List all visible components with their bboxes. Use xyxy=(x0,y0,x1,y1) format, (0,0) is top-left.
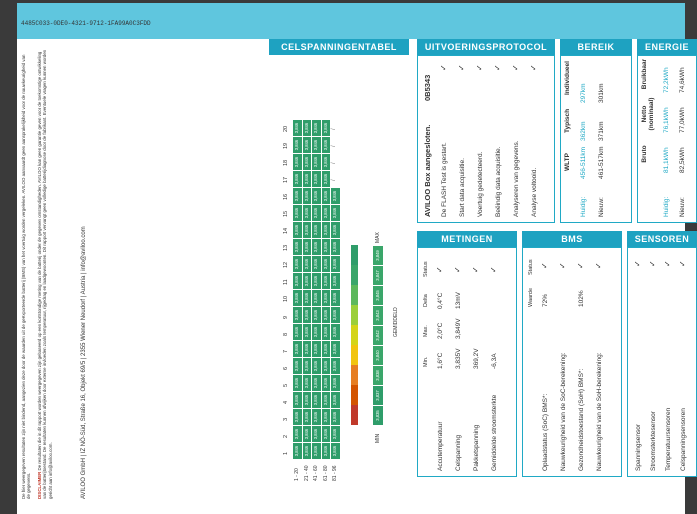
cell-voltage: 3,846 xyxy=(322,307,331,323)
cell-voltage: 3,846 xyxy=(293,324,302,340)
voltage-scale-segment xyxy=(351,285,358,290)
voltage-scale-segment xyxy=(351,265,358,270)
voltage-scale-segment xyxy=(351,355,358,360)
energie-content xyxy=(637,55,697,223)
cell-voltage: 3,846 xyxy=(331,392,340,408)
check-icon: ✓ xyxy=(529,64,538,71)
voltage-scale-segment xyxy=(351,370,358,375)
scale-avg-label: GEMIDDELD xyxy=(393,307,399,337)
bereik-section-header: BEREIK xyxy=(560,39,632,55)
metingen-row-label: Celspanning xyxy=(455,434,462,471)
cell-voltage: 3,846 xyxy=(331,443,340,459)
bereik-row-label: Huidig: xyxy=(580,196,587,217)
voltage-scale-segment xyxy=(351,380,358,385)
cell-voltage: 3,846 xyxy=(303,409,312,425)
empty-cell-slash: / xyxy=(331,145,337,147)
metingen-section-header: METINGEN xyxy=(417,231,517,247)
bereik-value: 362km xyxy=(580,121,587,141)
protocol-step: De FLASH Test is gestart. xyxy=(441,142,448,217)
cell-col-label: 1 xyxy=(283,451,289,455)
bms-row-label: Nauwkeurigheid van de SoH-berekening: xyxy=(596,352,603,471)
energie-row-label: Huidig: xyxy=(663,196,670,217)
cell-voltage: 3,846 xyxy=(322,154,331,170)
cell-voltage: 3,846 xyxy=(322,171,331,187)
voltage-scale-segment xyxy=(351,250,358,255)
cell-voltage: 3,846 xyxy=(293,409,302,425)
energie-col-header: Bruto xyxy=(641,145,648,163)
empty-cell-slash: / xyxy=(331,162,337,164)
voltage-scale-segment xyxy=(351,390,358,395)
cell-voltage: 3,846 xyxy=(312,324,321,340)
cell-voltage: 3,846 xyxy=(293,443,302,459)
cell-voltage: 3,846 xyxy=(322,222,331,238)
cell-voltage: 3,846 xyxy=(303,324,312,340)
energie-value: 77,0kWh xyxy=(679,107,686,133)
voltage-scale-segment xyxy=(351,415,358,420)
cell-voltage: 3,846 xyxy=(312,205,321,221)
voltage-scale-segment xyxy=(351,365,358,370)
cell-voltage: 3,846 xyxy=(293,171,302,187)
cell-voltage: 3,846 xyxy=(331,222,340,238)
metingen-value: 3,849V xyxy=(455,318,462,339)
cell-voltage: 3,846 xyxy=(293,222,302,238)
bereik-col-header: WLTP xyxy=(564,153,571,171)
cell-col-label: 19 xyxy=(283,142,289,149)
cell-row-label: 41 - 60 xyxy=(313,465,319,481)
sensor-label: Temperatuursensoren xyxy=(665,407,672,471)
cell-voltage: 3,846 xyxy=(331,205,340,221)
cell-col-label: 9 xyxy=(283,315,289,319)
cell-voltage: 3,846 xyxy=(293,375,302,391)
metingen-value: 369,2V xyxy=(473,348,480,369)
voltage-scale-segment xyxy=(351,315,358,320)
cell-voltage: 3,846 xyxy=(303,137,312,153)
cell-voltage: 3,846 xyxy=(293,205,302,221)
metingen-col-header: Delta xyxy=(423,294,429,307)
cell-voltage: 3,846 xyxy=(303,239,312,255)
cell-col-label: 17 xyxy=(283,176,289,183)
cell-voltage: 3,846 xyxy=(293,137,302,153)
energie-value: 82,5kWh xyxy=(679,147,686,173)
voltage-scale-segment xyxy=(351,360,358,365)
cell-voltage: 3,846 xyxy=(312,256,321,272)
uitvoering-content xyxy=(417,55,555,223)
sensoren-section-header: SENSOREN xyxy=(627,231,697,247)
bereik-col-header: Individueel xyxy=(564,61,571,95)
voltage-scale-segment xyxy=(351,280,358,285)
cell-voltage: 3,846 xyxy=(303,256,312,272)
footer-address: AVILOO GmbH | IZ NÖ-Süd, Straße 16, Objekt 69/5 | 2355 Wiener Neudorf | Austria | info@aviloo.com xyxy=(81,226,87,499)
check-icon: ✓ xyxy=(663,260,672,267)
cell-voltage: 3,846 xyxy=(322,120,331,136)
cell-col-label: 3 xyxy=(283,417,289,421)
cell-voltage: 3,846 xyxy=(312,273,321,289)
cell-voltage: 3,846 xyxy=(303,188,312,204)
cell-voltage: 3,846 xyxy=(322,273,331,289)
cell-row-label: 61 - 80 xyxy=(322,465,329,481)
cell-voltage: 3,846 xyxy=(331,341,340,357)
cell-voltage: 3,846 xyxy=(322,137,331,153)
voltage-scale-segment xyxy=(351,395,358,400)
metingen-col-header: Max. xyxy=(423,325,429,337)
cell-col-label: 4 xyxy=(283,400,289,404)
cell-col-label: 6 xyxy=(283,366,289,370)
cell-col-label: 20 xyxy=(283,125,289,132)
cell-voltage: 3,846 xyxy=(293,392,302,408)
energie-col-header: Bruikbaar xyxy=(641,58,648,90)
cell-row-label: 1 - 20 xyxy=(294,468,300,481)
check-icon: ✓ xyxy=(489,266,498,273)
empty-cell-slash: / xyxy=(331,128,337,130)
cell-voltage: 3,846 xyxy=(331,358,340,374)
protocol-step: Beëindig data acquisitie. xyxy=(495,146,502,217)
cell-voltage: 3,846 xyxy=(322,392,331,408)
voltage-scale-segment xyxy=(351,410,358,415)
cell-voltage: 3,846 xyxy=(322,290,331,306)
check-icon: ✓ xyxy=(511,64,520,71)
cell-voltage: 3,846 xyxy=(312,409,321,425)
cell-voltage: 3,846 xyxy=(312,392,321,408)
sensor-label: Celspanningsensoren xyxy=(680,408,687,471)
disclaimer-intro: De hier weergegeven resultaten zijn niet bindend, aangezien deze door de waarden uit de geëxporteerde batterij (BMS) van het voertuig worden vergeleken. AVILOO aanvaardt geen aansprakelijkheid voor de nauwkeurigheid van de gegevens. xyxy=(21,54,32,499)
cell-voltage: 3,846 xyxy=(322,324,331,340)
voltage-scale-segment xyxy=(351,300,358,305)
bereik-col-header: Typisch xyxy=(564,108,571,133)
report-page xyxy=(17,3,690,514)
celspanning-content xyxy=(269,55,409,485)
metingen-row-label: Accutemperatuur xyxy=(437,421,444,471)
cell-voltage: 3,846 xyxy=(322,426,331,442)
protocol-step: Analyse voltooid. xyxy=(531,167,538,217)
cell-voltage: 3,846 xyxy=(331,375,340,391)
cell-voltage: 3,846 xyxy=(322,341,331,357)
metingen-value: 2,0°C xyxy=(437,322,444,339)
metingen-value: 13mV xyxy=(455,292,462,309)
cell-voltage: 3,846 xyxy=(293,426,302,442)
cell-voltage: 3,846 xyxy=(303,154,312,170)
disclaimer-bold-label: DISCLAIMER xyxy=(37,471,42,499)
voltage-scale-segment xyxy=(351,335,358,340)
cell-col-label: 8 xyxy=(283,332,289,336)
check-icon: ✓ xyxy=(594,262,603,269)
cell-voltage: 3,846 xyxy=(312,154,321,170)
scale-value-box: 3,847 xyxy=(373,266,383,285)
metingen-value: 3,835V xyxy=(455,348,462,369)
check-icon: ✓ xyxy=(457,64,466,71)
cell-col-label: 15 xyxy=(283,210,289,217)
scale-value-box: 3,843 xyxy=(373,306,383,325)
energie-value: 76,1kWh xyxy=(663,107,670,133)
bereik-value: 301km xyxy=(598,83,605,103)
energie-row-label: Nieuw: xyxy=(679,197,686,217)
scale-value-box: 3,849 xyxy=(373,246,383,265)
scale-value-box: 3,838 xyxy=(373,366,383,385)
celspanning-section-header: CELSPANNINGENTABEL xyxy=(269,39,409,55)
voltage-scale-segment xyxy=(351,260,358,265)
cell-voltage: 3,846 xyxy=(303,290,312,306)
sensoren-content xyxy=(627,247,697,477)
cell-voltage: 3,846 xyxy=(322,443,331,459)
scale-min-label: MIN xyxy=(375,433,381,443)
metingen-row-label: Gemiddelde stroomsterkte xyxy=(491,394,498,471)
cell-voltage: 3,846 xyxy=(303,273,312,289)
cell-voltage: 3,846 xyxy=(312,341,321,357)
voltage-scale-segment xyxy=(351,320,358,325)
bms-value: 102% xyxy=(578,290,585,307)
energie-value: 74,6kWh xyxy=(679,67,686,93)
scale-max-label: MAX xyxy=(375,232,381,243)
voltage-scale-segment xyxy=(351,350,358,355)
cell-voltage: 3,846 xyxy=(303,443,312,459)
cell-voltage: 3,846 xyxy=(293,290,302,306)
bms-row-label: Oplaadstatus (SoC) BMS*: xyxy=(542,393,549,471)
energie-value: 81,1kWh xyxy=(663,147,670,173)
bereik-row-label: Nieuw: xyxy=(598,197,605,217)
cell-voltage: 3,846 xyxy=(322,256,331,272)
metingen-value: 1,6°C xyxy=(437,352,444,369)
voltage-scale-segment xyxy=(351,310,358,315)
cell-voltage: 3,846 xyxy=(303,307,312,323)
scale-value-box: 3,842 xyxy=(373,326,383,345)
voltage-scale-segment xyxy=(351,255,358,260)
cell-col-label: 13 xyxy=(283,244,289,251)
cell-voltage: 3,846 xyxy=(303,171,312,187)
cell-voltage: 3,846 xyxy=(303,222,312,238)
cell-voltage: 3,846 xyxy=(331,188,340,204)
check-icon: ✓ xyxy=(453,266,462,273)
cell-voltage: 3,846 xyxy=(331,256,340,272)
voltage-scale-segment xyxy=(351,270,358,275)
cell-voltage: 3,846 xyxy=(303,120,312,136)
cell-voltage: 3,846 xyxy=(312,137,321,153)
metingen-content xyxy=(417,247,517,477)
cell-voltage: 3,846 xyxy=(331,426,340,442)
check-icon: ✓ xyxy=(471,266,480,273)
bms-col-header: Waarde xyxy=(528,287,534,307)
cell-col-label: 7 xyxy=(283,349,289,353)
cell-voltage: 3,846 xyxy=(322,409,331,425)
voltage-scale-segment xyxy=(351,245,358,250)
check-icon: ✓ xyxy=(558,262,567,269)
voltage-scale-segment xyxy=(351,325,358,330)
cell-col-label: 10 xyxy=(283,295,289,302)
metingen-col-header: Min. xyxy=(423,356,429,367)
bereik-value: 297km xyxy=(580,83,587,103)
bms-row-label: Gezondheidstoestand (SoH) BMS*: xyxy=(578,368,585,471)
uitvoering-title: AVILOO Box aangesloten. xyxy=(423,124,432,217)
cell-col-label: 18 xyxy=(283,159,289,166)
cell-voltage: 3,846 xyxy=(312,307,321,323)
scale-value-box: 3,837 xyxy=(373,386,383,405)
cell-voltage: 3,846 xyxy=(312,188,321,204)
sensor-label: Spanningsensor xyxy=(635,424,642,471)
check-icon: ✓ xyxy=(475,64,484,71)
cell-col-label: 12 xyxy=(283,261,289,268)
uitvoering-section-header: UITVOERINGSPROTOCOL xyxy=(417,39,555,55)
cell-voltage: 3,846 xyxy=(303,205,312,221)
voltage-scale-segment xyxy=(351,375,358,380)
cell-col-label: 11 xyxy=(283,279,289,285)
cell-voltage: 3,846 xyxy=(293,120,302,136)
cell-voltage: 3,846 xyxy=(303,392,312,408)
cell-voltage: 3,846 xyxy=(312,290,321,306)
cell-voltage: 3,846 xyxy=(312,222,321,238)
bms-value: 72% xyxy=(542,293,549,307)
bms-content xyxy=(522,247,622,477)
protocol-step: Start data acquisitie. xyxy=(459,158,466,217)
disclaimer-paragraph xyxy=(37,49,53,499)
check-icon: ✓ xyxy=(435,266,444,273)
cell-voltage: 3,846 xyxy=(303,341,312,357)
cell-voltage: 3,846 xyxy=(312,375,321,391)
scale-value-box: 3,835 xyxy=(373,406,383,425)
cell-row-label: 81 - 96 xyxy=(332,465,338,481)
bereik-value: 456-511km xyxy=(580,146,587,179)
protocol-step: Voertuig gedetecteerd. xyxy=(477,151,484,217)
bms-row-label: Nauwkeurigheid van de SoC-berekening: xyxy=(560,352,567,471)
sensor-label: Stroomsterktesensor xyxy=(650,411,657,471)
cell-voltage: 3,846 xyxy=(312,239,321,255)
cell-voltage: 3,846 xyxy=(312,171,321,187)
check-icon: ✓ xyxy=(633,260,642,267)
cell-voltage: 3,846 xyxy=(303,358,312,374)
protocol-step: Analyseren van gegevens. xyxy=(513,140,520,217)
disclaimer-content xyxy=(19,43,99,503)
cell-voltage: 3,846 xyxy=(303,426,312,442)
cell-voltage: 3,846 xyxy=(322,375,331,391)
voltage-scale-segment xyxy=(351,305,358,310)
bereik-content xyxy=(560,55,632,223)
cell-row-label: 21 - 40 xyxy=(303,465,310,481)
energie-col-header: Netto (nominaal) xyxy=(641,97,655,131)
empty-cell-slash: / xyxy=(331,179,337,181)
cell-voltage: 3,846 xyxy=(303,375,312,391)
check-icon: ✓ xyxy=(540,262,549,269)
cell-voltage: 3,846 xyxy=(331,290,340,306)
scale-value-box: 3,845 xyxy=(373,286,383,305)
check-icon: ✓ xyxy=(648,260,657,267)
voltage-scale-segment xyxy=(351,405,358,410)
metingen-value: 0,4°C xyxy=(437,292,444,309)
bms-col-header: Status xyxy=(528,259,534,275)
cell-voltage: 3,846 xyxy=(312,443,321,459)
voltage-scale-segment xyxy=(351,290,358,295)
uitvoering-code: 0B5343 xyxy=(423,74,432,101)
bereik-value: 461-517km xyxy=(598,146,605,179)
cell-col-label: 14 xyxy=(283,227,289,234)
voltage-scale-segment xyxy=(351,400,358,405)
scale-value-box: 3,840 xyxy=(373,346,383,365)
check-icon: ✓ xyxy=(678,260,687,267)
cell-voltage: 3,846 xyxy=(293,239,302,255)
cell-voltage: 3,846 xyxy=(331,273,340,289)
cell-voltage: 3,846 xyxy=(322,239,331,255)
voltage-scale-segment xyxy=(351,275,358,280)
voltage-scale-segment xyxy=(351,330,358,335)
cell-voltage: 3,846 xyxy=(322,205,331,221)
voltage-scale-segment xyxy=(351,345,358,350)
cell-voltage: 3,846 xyxy=(293,188,302,204)
cell-voltage: 3,846 xyxy=(312,426,321,442)
bms-section-header: BMS xyxy=(522,231,622,247)
check-icon: ✓ xyxy=(576,262,585,269)
document-id-text: 4485C033-0DE0-4321-9712-1FA99A0C3FDD xyxy=(21,20,151,27)
check-icon: ✓ xyxy=(439,64,448,71)
bereik-value: 371km xyxy=(598,121,605,141)
cell-voltage: 3,846 xyxy=(331,239,340,255)
cell-col-label: 2 xyxy=(283,434,289,438)
voltage-scale-segment xyxy=(351,420,358,425)
cell-col-label: 5 xyxy=(283,383,289,387)
cell-voltage: 3,846 xyxy=(322,188,331,204)
cell-voltage: 3,846 xyxy=(293,154,302,170)
cell-voltage: 3,846 xyxy=(312,120,321,136)
cell-voltage: 3,846 xyxy=(331,324,340,340)
energie-section-header: ENERGIE xyxy=(637,39,697,55)
energie-value: 72,2kWh xyxy=(663,67,670,93)
metingen-col-header: Status xyxy=(423,261,429,277)
cell-voltage: 3,846 xyxy=(331,409,340,425)
cell-voltage: 3,846 xyxy=(293,341,302,357)
disclaimer-body: De resultaten die in dit rapport worden weergegeven zijn gebaseerd op een kortstondige meting van de batterij onder de gegeven omstandigheden. AVILOO kan geen garantie geven voor de toekomstige ontwikkeling van de batterijtoestand. De resultaten kunnen afwijken door externe invloeden zoals temperatuur, rijgedrag en laadgewoonten. Dit rapport vervangt geen volledige batterijdiagnose door de fabrikant. Eventuele vragen kunnen worden gericht aan info@aviloo.com. xyxy=(37,49,53,499)
voltage-scale-segment xyxy=(351,295,358,300)
cell-voltage: 3,846 xyxy=(312,358,321,374)
cell-voltage: 3,846 xyxy=(293,273,302,289)
cell-voltage: 3,846 xyxy=(322,358,331,374)
cell-voltage: 3,846 xyxy=(331,307,340,323)
voltage-scale-segment xyxy=(351,385,358,390)
metingen-row-label: Pakketspanning xyxy=(473,424,480,471)
cell-voltage: 3,846 xyxy=(293,256,302,272)
check-icon: ✓ xyxy=(493,64,502,71)
voltage-scale-segment xyxy=(351,340,358,345)
cell-voltage: 3,846 xyxy=(293,358,302,374)
panels-layer xyxy=(17,3,690,514)
metingen-value: -6,3A xyxy=(491,353,498,369)
cell-voltage: 3,846 xyxy=(293,307,302,323)
cell-col-label: 16 xyxy=(283,193,289,200)
